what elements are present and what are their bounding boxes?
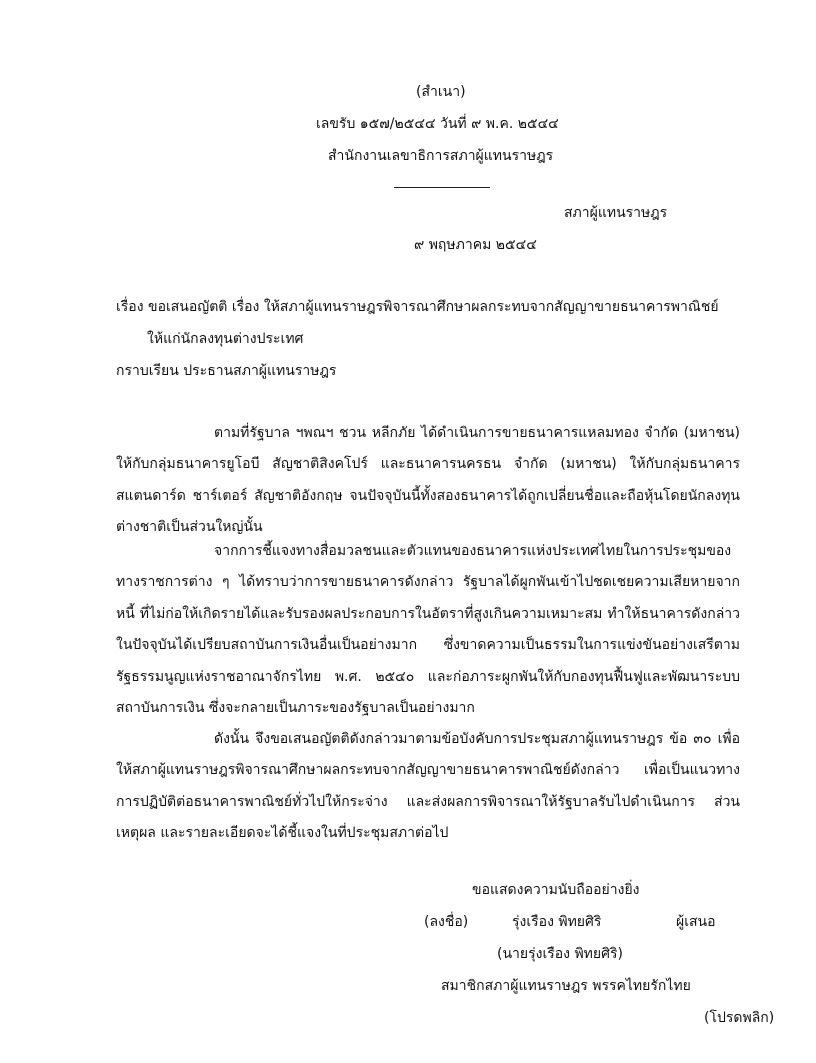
subject-line-2: ให้แก่นักลงทุนต่างประเทศ xyxy=(147,331,304,347)
turn-over-note: (โปรดพลิก) xyxy=(704,1010,775,1026)
closing-regards: ขอแสดงความนับถืออย่างยิ่ง xyxy=(472,882,640,898)
copy-label: (สำเนา) xyxy=(416,84,466,100)
subject-line-1: เรื่อง ขอเสนอญัตติ เรื่อง ให้สภาผู้แทนราษฎรพิจารณาศึกษาผลกระทบจากสัญญาขายธนาคารพาณิชย์ xyxy=(116,299,719,315)
signed-label: (ลงชื่อ) xyxy=(424,914,469,930)
signature-name: รุ่งเรือง พิทยศิริ xyxy=(512,914,602,930)
printed-name: (นายรุ่งเรือง พิทยศิริ) xyxy=(497,946,623,962)
body-paragraph-1: ตามที่รัฐบาล ฯพณฯ ชวน หลีกภัย ได้ดำเนินการขายธนาคารแหลมทอง จำกัด (มหาชน) ให้กับกลุ่มธนาคารยูโอบี สัญชาติสิงคโปร์ และธนาคารนครธน จำกัด (มหาชน) ให้กับกลุ่มธนาคาร สแตนดาร์ด ชาร์เตอร์ สัญชาติอังกฤษ จนปัจจุบันนี้ทั้งสองธนาคารได้ถูกเปลี่ยนชื่อและถือหุ้นโดยนักลงทุน ต่างชาติเป็นส่วนใหญ่นั้น xyxy=(116,425,740,536)
member-position: สมาชิกสภาผู้แทนราษฎร พรรคไทยรักไทย xyxy=(441,978,691,994)
secretariat-office: สำนักงานเลขาธิการสภาผู้แทนราษฎร xyxy=(328,148,554,164)
salutation: กราบเรียน ประธานสภาผู้แทนราษฎร xyxy=(116,363,337,379)
recipient-organization: สภาผู้แทนราษฎร xyxy=(564,205,668,221)
separator-line xyxy=(394,187,490,188)
proposer-label: ผู้เสนอ xyxy=(676,914,716,930)
receipt-line: เลขรับ ๑๕๗/๒๕๔๔ วันที่ ๙ พ.ค. ๒๕๔๔ xyxy=(316,116,559,132)
body-paragraph-3: ดังนั้น จึงขอเสนอญัตติดังกล่าวมาตามข้อบังคับการประชุมสภาผู้แทนราษฎร ข้อ ๓๐ เพื่อให้สภาผู้แทนราษฎรพิจารณาศึกษาผลกระทบจากสัญญาขายธนาคารพาณิชย์ดังกล่าว เพื่อเป็นแนวทาง การปฏิบัติต่อธนาคารพาณิชย์ทั่วไปให้กระจ่าง และส่งผลการพิจารณาให้รัฐบาลรับไปดำเนินการ ส่วนเหตุผล และรายละเอียดจะได้ชี้แจงในที่ประชุมสภาต่อไป xyxy=(116,731,740,842)
letter-date: ๙ พฤษภาคม ๒๕๔๔ xyxy=(414,237,537,253)
body-paragraph-2: จากการชี้แจงทางสื่อมวลชนและตัวแทนของธนาคารแห่งประเทศไทยในการประชุมของ ทางราชการต่าง ๆ ได้ทราบว่าการขายธนาคารดังกล่าว รัฐบาลได้ผูกพันเข้าไปชดเชยความเสียหายจากหนี้ ที่ไม่ก่อให้เกิดรายได้และรับรองผลประกอบการในอัตราที่สูงเกินความเหมาะสม ทำให้ธนาคารดังกล่าว ในปัจจุบันได้เปรียบสถาบันการเงินอื่นเป็นอย่างมาก ซึ่งขาดความเป็นธรรมในการแข่งขันอย่างเสรีตาม รัฐธรรมนูญแห่งราชอาณาจักรไทย พ.ศ. ๒๕๔๐ และก่อภาระผูกพันให้กับกองทุนฟื้นฟูและพัฒนาระบบ สถาบันการเงิน ซึ่งจะกลายเป็นภาระของรัฐบาลเป็นอย่างมาก xyxy=(116,543,740,717)
